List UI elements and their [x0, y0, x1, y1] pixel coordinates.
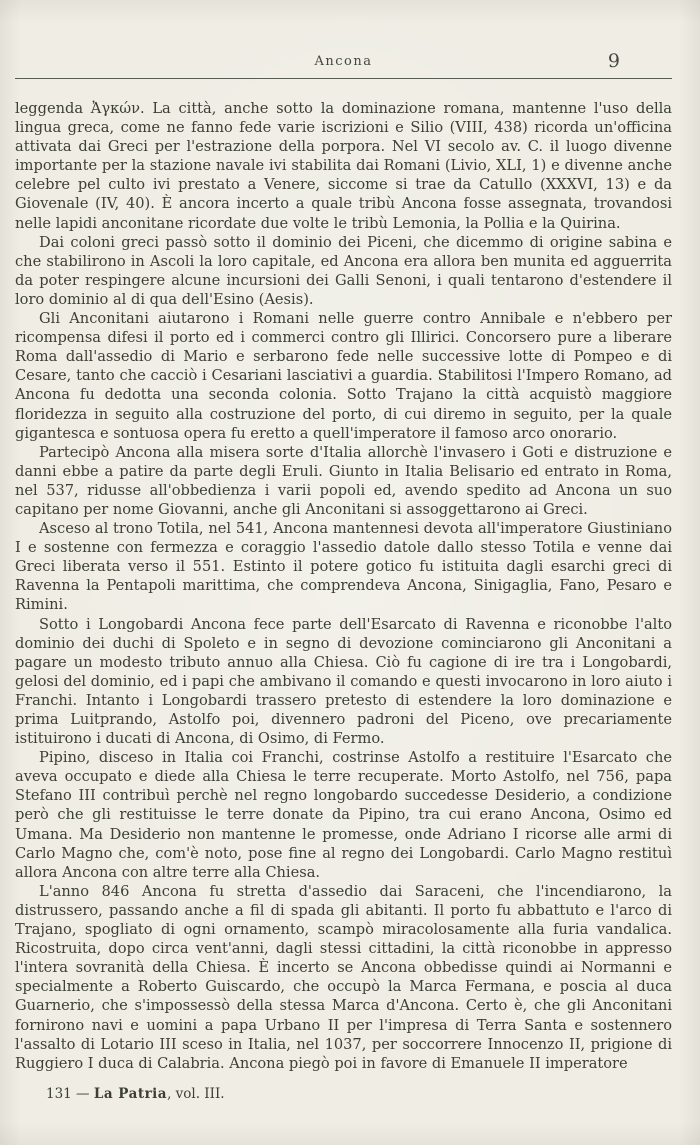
footer-page-ref: 131 —: [46, 1086, 94, 1102]
body-paragraph: Dai coloni greci passò sotto il dominio dei Piceni, che dicemmo di origine sabina e che stabilirono in Ascoli la loro capitale, ed Ancona era allora ben munita ed agguerrita da poter respingere alcune incursioni dei Galli Senoni, i quali tentarono d'estendere il loro dominio al di qua dell'Esino (Aesis).: [15, 233, 672, 308]
header-rule: [15, 78, 672, 79]
footer-work-title: La Patria: [93, 1086, 168, 1102]
running-header-title: Ancona: [314, 54, 373, 69]
body-paragraph: leggenda Ἀγκών. La città, anche sotto la dominazione romana, mantenne l'uso della lingua greca, come ne fanno fede varie iscrizioni e Silio (VIII, 438) ricorda un'officina attivata dai Greci per l'estrazione della porpora. Nel VI secolo av. C. il luogo divenne importante per la stazione navale ivi stabilita dai Romani (Livio, XLI, 1) e divenne anche celebre pel culto ivi prestato a Venere, siccome si trae da Catullo (XXXVI, 13) e da Giovenale (IV, 40). È ancora incerto a quale tribù Ancona fosse assegnata, trovandosi nelle lapidi anconitane ricordate due volte le tribù Lemonia, la Pollia e la Quirina.: [15, 100, 672, 232]
body-paragraph: Partecipò Ancona alla misera sorte d'Italia allorchè l'invasero i Goti e distruzione e danni ebbe a patire da parte degli Eruli. Giunto in Italia Belisario ed entrato in Roma, nel 537, ridusse all'obbedienza i varii popoli ed, avendo spedito ad Ancona un suo capitano per nome Giovanni, anche gli Anconitani si assoggettarono ai Greci.: [15, 443, 672, 518]
body-paragraph: Sotto i Longobardi Ancona fece parte dell'Esarcato di Ravenna e riconobbe l'alto dominio dei duchi di Spoleto e in segno di devozione cominciarono gli Anconitani a pagare un modesto tributo annuo alla Chiesa. Ciò fu cagione di ire tra i Longobardi, gelosi del dominio, ed i papi che ambivano il comando e questi invocarono in loro aiuto i Franchi. Intanto i Longobardi trassero pretesto di estendere la loro dominazione e prima Luitprando, Astolfo poi, divennero padroni del Piceno, ove precariamente istituirono i ducati di Ancona, di Osimo, di Fermo.: [15, 615, 672, 748]
body-paragraph: Gli Anconitani aiutarono i Romani nelle guerre contro Annibale e n'ebbero per ricompensa difesi il porto ed i commerci contro gli Illirici. Concorsero pure a liberare Roma dall'assedio di Mario e serbarono fede nelle successive lotte di Pompeo e di Cesare, tanto che cacciò i Cesariani lasciativi a guardia. Stabilitosi l'Impero Romano, ad Ancona fu dedotta una seconda colonia. Sotto Trajano la città acquistò maggiore floridezza in seguito alla costruzione del porto, di cui diremo in seguito, per la quale gigantesca e sontuosa opera fu eretto a quell'imperatore il famoso arco onorario.: [15, 310, 672, 442]
body-text: [15, 99, 672, 1073]
page-number: 9: [607, 50, 620, 72]
body-paragraph: Pipino, disceso in Italia coi Franchi, costrinse Astolfo a restituire l'Esarcato che aveva occupato e diede alla Chiesa le terre recuperate. Morto Astolfo, nel 756, papa Stefano III contribuì perchè nel regno longobardo succedesse Desiderio, a condizione però che gli restituisse le terre donate da Pipino, tra cui erano Ancona, Osimo ed Umana. Ma Desiderio non mantenne le promesse, onde Adriano I ricorse alle armi di Carlo Magno che, com'è noto, pose fine al regno dei Longobardi. Carlo Magno restituì allora Ancona con altre terre alla Chiesa.: [15, 749, 672, 881]
footer-volume: , vol. III.: [167, 1086, 225, 1102]
body-paragraph: L'anno 846 Ancona fu stretta d'assedio dai Saraceni, che l'incendiarono, la distrussero, passando anche a fil di spada gli abitanti. Il porto fu abbattuto e l'arco di Trajano, spogliato di ogni ornamento, scampò miracolosamente alla furia vandalica. Ricostruita, dopo circa vent'anni, dagli stessi cittadini, la città riconobbe in appresso l'intera sovranità della Chiesa. È incerto se Ancona obbedisse quindi ai Normanni e specialmente a Roberto Guiscardo, che occupò la Marca Fermana, e poscia al duca Guarnerio, che s'impossessò della stessa Marca d'Ancona. Certo è, che gli Anconitani fornirono navi e uomini a papa Urbano II per l'impresa di Terra Santa e sostennero l'assalto di Lotario III sceso in Italia, nel 1037, per soccorrere Innocenzo II, prigione di Ruggiero I duca di Calabria. Ancona piegò poi in favore di Emanuele II imperatore: [15, 882, 672, 1072]
running-header: [15, 50, 672, 74]
body-paragraph: Asceso al trono Totila, nel 541, Ancona mantennesi devota all'imperatore Giustiniano I e sostenne con fermezza e coraggio l'assedio datole dallo stesso Totila e venne dai Greci liberata verso il 551. Estinto il potere gotico fu istituita dagli esarchi greci di Ravenna la Pentapoli marittima, che comprendeva Ancona, Sinigaglia, Fano, Pesaro e Rimini.: [15, 520, 672, 614]
footer-signature: [46, 1086, 225, 1102]
